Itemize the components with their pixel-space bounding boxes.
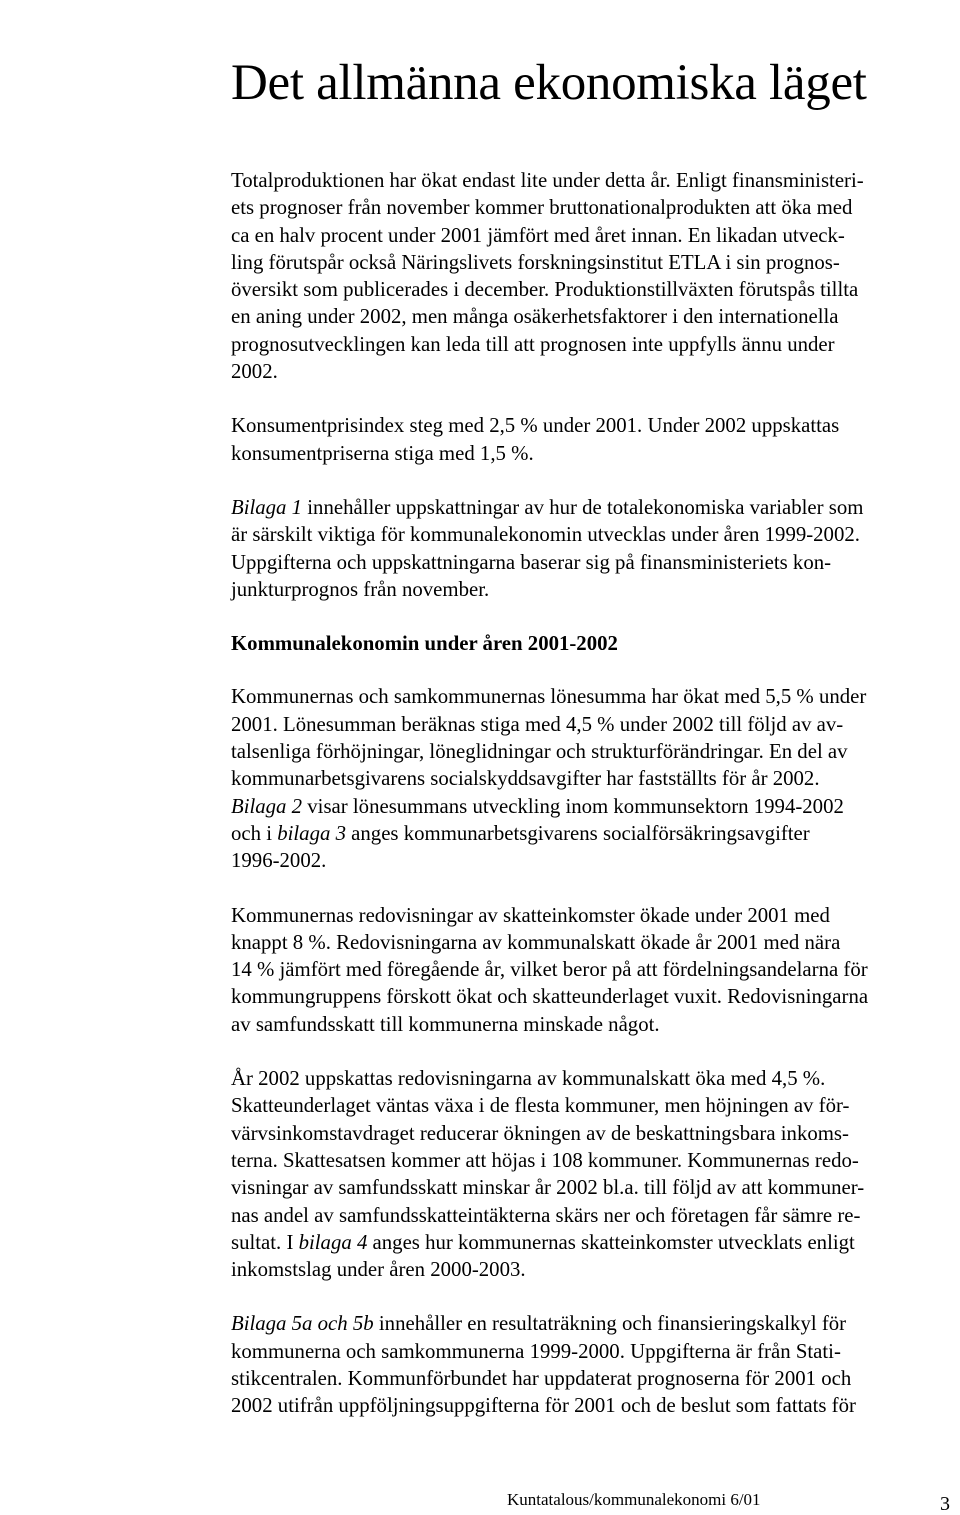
- text-line: [231, 820, 951, 847]
- text-run: kommunarbetsgivarens socialskyddsavgifter har fastställts för år 2002.: [231, 767, 820, 791]
- text-run: kommunerna och samkommunerna 1999-2000. Uppgifterna är från Stati-: [231, 1339, 841, 1363]
- text-line: [231, 711, 951, 738]
- footer-publication: Kuntatalous/kommunalekonomi 6/01: [507, 1490, 761, 1509]
- text-run: och i: [231, 821, 278, 845]
- text-line: [231, 1011, 951, 1038]
- appendix-reference: Bilaga 2: [231, 794, 303, 818]
- text-line: [231, 765, 951, 792]
- text-run: 2001. Lönesumman beräknas stiga med 4,5 % under 2002 till följd av av-: [231, 712, 844, 736]
- text-run: ets prognoser från november kommer bruttonationalprodukten att öka med: [231, 196, 853, 220]
- text-line: [231, 494, 951, 521]
- text-line: [231, 576, 951, 603]
- text-run: innehåller en resultaträkning och finansieringskalkyl för: [373, 1312, 847, 1336]
- appendix-reference: Bilaga 5a och 5b: [231, 1312, 374, 1336]
- text-run: anges hur kommunernas skatteinkomster utvecklats enligt: [367, 1230, 855, 1254]
- text-run: en aning under 2002, men många osäkerhetsfaktorer i den internationella: [231, 305, 839, 329]
- text-run: kommungruppens förskott ökat och skatteunderlaget vuxit. Redovisningarna: [231, 985, 869, 1009]
- text-line: [231, 956, 951, 983]
- text-line: [231, 793, 951, 820]
- text-line: [231, 1147, 951, 1174]
- text-run: junkturprognos från november.: [231, 577, 490, 601]
- text-run: ling förutspår också Näringslivets forskningsinstitut ETLA i sin prognos-: [231, 250, 840, 274]
- appendix-reference: Bilaga 1: [231, 495, 303, 519]
- text-line: [231, 1202, 951, 1229]
- text-line: [231, 167, 951, 194]
- text-run: talsenliga förhöjningar, löneglidningar och strukturförändringar. En del av: [231, 740, 848, 764]
- text-run: av samfundsskatt till kommunerna minskade något.: [231, 1012, 660, 1036]
- text-run: stikcentralen. Kommunförbundet har uppdaterat prognoserna för 2001 och: [231, 1366, 852, 1390]
- text-line: [231, 1338, 951, 1365]
- text-run: 2002 utifrån uppföljningsuppgifterna för 2001 och de beslut som fattats för: [231, 1394, 856, 1418]
- text-run: översikt som publicerades i december. Produktionstillväxten förutspås tillta: [231, 278, 859, 302]
- text-run: 1996-2002.: [231, 849, 327, 873]
- text-run: 2002.: [231, 360, 278, 384]
- text-line: [231, 1229, 951, 1256]
- text-run: innehåller uppskattningar av hur de totalekonomiska variabler som: [302, 495, 864, 519]
- text-run: Kommunernas och samkommunernas lönesumma har ökat med 5,5 % under: [231, 685, 867, 709]
- page-title: Det allmänna ekonomiska läget: [231, 55, 867, 111]
- text-run: anges kommunarbetsgivarens socialförsäkringsavgifter: [345, 821, 810, 845]
- text-line: [231, 1365, 951, 1392]
- text-line: [231, 630, 951, 657]
- text-line: [231, 847, 951, 874]
- text-line: [231, 521, 951, 548]
- text-run: Kommunernas redovisningar av skatteinkomster ökade under 2001 med: [231, 903, 830, 927]
- body-paragraph: [231, 412, 951, 467]
- body-paragraph: [231, 494, 951, 603]
- text-line: [231, 902, 951, 929]
- body-paragraph: [231, 1065, 951, 1283]
- text-line: [231, 1065, 951, 1092]
- text-run: Totalproduktionen har ökat endast lite under detta år. Enligt finansministeri-: [231, 169, 864, 192]
- body-paragraph: [231, 167, 951, 385]
- text-run: visar lönesummans utveckling inom kommunsektorn 1994-2002: [302, 794, 844, 818]
- text-line: [231, 1310, 951, 1337]
- text-run: knappt 8 %. Redovisningarna av kommunalskatt ökade år 2001 med nära: [231, 930, 841, 954]
- appendix-reference: bilaga 4: [298, 1230, 368, 1254]
- text-run: terna. Skattesatsen kommer att höjas i 108 kommuner. Kommunernas redo-: [231, 1148, 859, 1172]
- text-run: sultat. I: [231, 1230, 299, 1254]
- text-line: [231, 683, 951, 710]
- text-run: 14 % jämfört med föregående år, vilket beror på att fördelningsandelarna för: [231, 958, 868, 982]
- text-line: [231, 1092, 951, 1119]
- text-line: [231, 440, 951, 467]
- appendix-reference: bilaga 3: [277, 821, 346, 845]
- text-run: nas andel av samfundsskatteintäkterna skärs ner och företagen får sämre re-: [231, 1203, 861, 1227]
- text-run: ca en halv procent under 2001 jämfört med året innan. En likadan utveck-: [231, 223, 845, 247]
- text-line: [231, 194, 951, 221]
- text-run: prognosutvecklingen kan leda till att prognosen inte uppfylls ännu under: [231, 332, 835, 356]
- text-line: [231, 1174, 951, 1201]
- text-run: Konsumentprisindex steg med 2,5 % under 2001. Under 2002 uppskattas: [231, 414, 840, 438]
- text-run: konsumentpriserna stiga med 1,5 %.: [231, 441, 534, 465]
- text-run: inkomstslag under åren 2000-2003.: [231, 1258, 526, 1282]
- text-line: [231, 1392, 951, 1419]
- text-run: visningar av samfundsskatt minskar år 2002 bl.a. till följd av att kommuner-: [231, 1176, 865, 1200]
- document-body: [231, 167, 951, 1447]
- text-line: [231, 983, 951, 1010]
- text-line: [231, 738, 951, 765]
- text-line: [231, 358, 951, 385]
- text-line: [231, 222, 951, 249]
- body-paragraph: [231, 902, 951, 1038]
- text-run: är särskilt viktiga för kommunalekonomin utvecklas under åren 1999-2002.: [231, 523, 860, 547]
- text-line: [231, 1120, 951, 1147]
- text-line: [231, 549, 951, 576]
- text-line: [231, 303, 951, 330]
- text-run: Kommunalekonomin under åren 2001-2002: [231, 632, 618, 656]
- body-paragraph: [231, 1310, 951, 1419]
- text-run: värvsinkomstavdraget reducerar ökningen av de beskattningsbara inkoms-: [231, 1121, 849, 1145]
- text-run: Uppgifterna och uppskattningarna baserar sig på finansministeriets kon-: [231, 550, 832, 574]
- text-line: [231, 276, 951, 303]
- text-line: [231, 929, 951, 956]
- text-line: [231, 412, 951, 439]
- text-run: År 2002 uppskattas redovisningarna av kommunalskatt öka med 4,5 %.: [231, 1067, 826, 1091]
- text-line: [231, 249, 951, 276]
- section-heading: [231, 630, 951, 657]
- text-line: [231, 331, 951, 358]
- body-paragraph: [231, 683, 951, 874]
- text-line: [231, 1256, 951, 1283]
- text-run: Skatteunderlaget väntas växa i de flesta kommuner, men höjningen av för-: [231, 1094, 850, 1118]
- page-number: 3: [940, 1493, 950, 1515]
